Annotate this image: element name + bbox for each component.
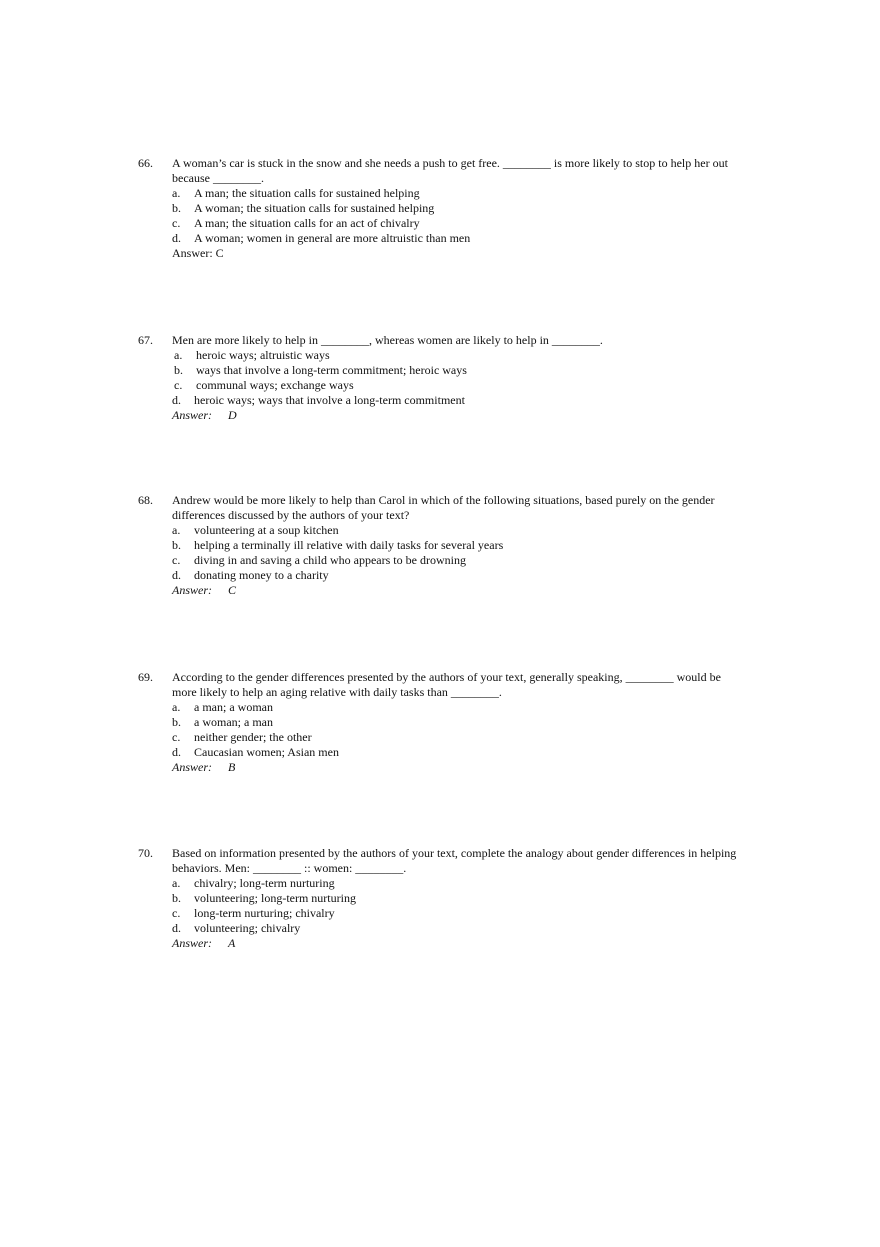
option-a	[172, 348, 744, 363]
option-text: helping a terminally ill relative with daily tasks for several years	[194, 538, 504, 552]
option-text: communal ways; exchange ways	[196, 378, 354, 392]
option-letter: b.	[172, 201, 181, 215]
option-letter: b.	[174, 363, 183, 377]
option-letter: c.	[172, 216, 181, 230]
option-b	[172, 715, 744, 730]
option-letter: a.	[172, 523, 181, 537]
option-letter: a.	[172, 700, 181, 714]
question-number: 67.	[138, 333, 153, 347]
answer-label: Answer:	[172, 583, 212, 597]
option-a	[172, 523, 744, 538]
option-letter: d.	[172, 231, 181, 245]
option-text: heroic ways; altruistic ways	[196, 348, 330, 362]
option-d	[172, 231, 744, 246]
option-text: chivalry; long-term nurturing	[194, 876, 335, 890]
option-b	[172, 891, 744, 906]
question-number: 69.	[138, 670, 153, 684]
answer-label: Answer:	[172, 760, 212, 774]
option-letter: d.	[172, 568, 181, 582]
option-text: A man; the situation calls for sustained helping	[194, 186, 420, 200]
answer-label: Answer:	[172, 246, 213, 260]
option-letter: d.	[172, 393, 181, 407]
option-a	[172, 876, 744, 891]
question-number: 66.	[138, 156, 153, 170]
option-letter: a.	[172, 876, 181, 890]
option-text: a man; a woman	[194, 700, 273, 714]
answer-line	[172, 246, 744, 261]
option-letter: d.	[172, 921, 181, 935]
option-letter: b.	[172, 538, 181, 552]
option-letter: c.	[172, 730, 181, 744]
question-text: According to the gender differences presented by the authors of your text, generally speaking, ________ would be more likely to help an aging relative with daily tasks than ________.	[172, 670, 721, 699]
option-text: heroic ways; ways that involve a long-term commitment	[194, 393, 465, 407]
question-body	[172, 156, 744, 261]
option-letter: a.	[172, 186, 181, 200]
question-body	[172, 493, 744, 598]
option-b	[172, 538, 744, 553]
question-text: Andrew would be more likely to help than Carol in which of the following situations, based purely on the gender differences discussed by the authors of your text?	[172, 493, 715, 522]
option-text: long-term nurturing; chivalry	[194, 906, 335, 920]
option-list	[172, 348, 744, 408]
option-text: A woman; the situation calls for sustained helping	[194, 201, 435, 215]
option-d	[172, 745, 744, 760]
option-list	[172, 876, 744, 936]
option-c	[172, 553, 744, 568]
answer-value: A	[228, 936, 236, 950]
option-letter: c.	[172, 906, 181, 920]
option-text: volunteering; chivalry	[194, 921, 301, 935]
answer-line	[172, 408, 744, 423]
question-body	[172, 670, 744, 775]
question-text: Based on information presented by the authors of your text, complete the analogy about gender differences in helping behaviors. Men: ________ :: women: ________.	[172, 846, 737, 875]
answer-line	[172, 936, 744, 951]
option-text: volunteering; long-term nurturing	[194, 891, 356, 905]
option-text: ways that involve a long-term commitment; heroic ways	[196, 363, 467, 377]
question-text: A woman’s car is stuck in the snow and she needs a push to get free. ________ is more likely to stop to help her out because ________.	[172, 156, 728, 185]
option-text: donating money to a charity	[194, 568, 329, 582]
answer-value: C	[228, 583, 237, 597]
answer-line	[172, 583, 744, 598]
question-number: 70.	[138, 846, 153, 860]
option-letter: c.	[172, 553, 181, 567]
option-text: a woman; a man	[194, 715, 273, 729]
option-text: volunteering at a soup kitchen	[194, 523, 339, 537]
option-c	[172, 216, 744, 231]
answer-line	[172, 760, 744, 775]
option-d	[172, 568, 744, 583]
option-letter: b.	[172, 891, 181, 905]
option-text: Caucasian women; Asian men	[194, 745, 339, 759]
option-d	[172, 921, 744, 936]
option-text: diving in and saving a child who appears to be drowning	[194, 553, 466, 567]
answer-label: Answer:	[172, 936, 212, 950]
answer-value: D	[228, 408, 237, 422]
option-text: A woman; women in general are more altruistic than men	[194, 231, 471, 245]
option-d	[172, 393, 744, 408]
question-text: Men are more likely to help in ________, whereas women are likely to help in ________.	[172, 333, 603, 347]
option-text: A man; the situation calls for an act of chivalry	[194, 216, 420, 230]
question-number: 68.	[138, 493, 153, 507]
option-b	[172, 201, 744, 216]
option-a	[172, 700, 744, 715]
question-body	[172, 333, 744, 423]
option-list	[172, 523, 744, 583]
question-body	[172, 846, 744, 951]
option-letter: b.	[172, 715, 181, 729]
answer-value: B	[228, 760, 236, 774]
option-list	[172, 700, 744, 760]
option-letter: d.	[172, 745, 181, 759]
option-b	[172, 363, 744, 378]
option-c	[172, 378, 744, 393]
answer-label: Answer:	[172, 408, 212, 422]
option-list	[172, 186, 744, 246]
option-letter: c.	[174, 378, 183, 392]
option-letter: a.	[174, 348, 183, 362]
option-c	[172, 730, 744, 745]
option-text: neither gender; the other	[194, 730, 312, 744]
option-c	[172, 906, 744, 921]
option-a	[172, 186, 744, 201]
answer-value: C	[215, 246, 224, 260]
